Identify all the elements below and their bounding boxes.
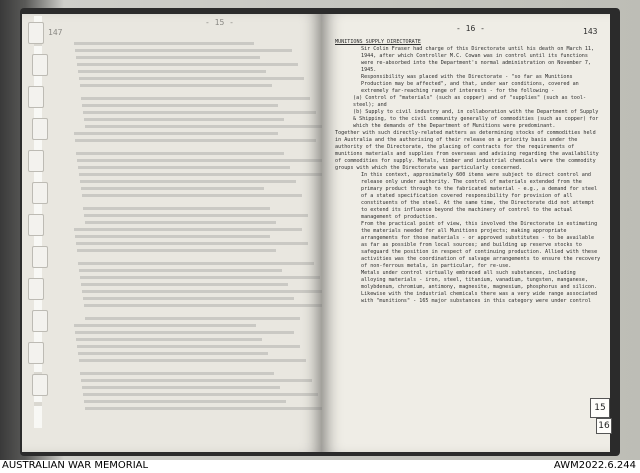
bleedthrough-line [81, 97, 310, 100]
bleedthrough-line [83, 111, 316, 114]
bleedthrough-line [77, 63, 298, 66]
bleedthrough-line [85, 407, 324, 410]
right-page-number: - 16 - [456, 24, 485, 33]
index-tab [32, 118, 48, 140]
bleedthrough-line [85, 125, 322, 128]
bleedthrough-line [78, 352, 268, 355]
bleedthrough-line [74, 324, 256, 327]
index-tab [28, 86, 44, 108]
index-tab [32, 310, 48, 332]
bleedthrough-line [79, 269, 282, 272]
right-page-folio: 143 [583, 27, 598, 36]
right-page-body [335, 39, 603, 449]
bleedthrough-line [74, 132, 278, 135]
bleedthrough-line [78, 262, 314, 265]
left-page-number: - 15 - [205, 18, 234, 27]
bleedthrough-line [81, 187, 264, 190]
bleedthrough-line [76, 152, 284, 155]
bleedthrough-line [75, 139, 316, 142]
bleedthrough-line [77, 159, 322, 162]
paragraph: Metals under control virtually embraced all such substances, including alloying materials - iron, steel, titanium, vanadium, tungsten, manganese, molybdenum, chromium, antimony, magnesite, magnesium, phosphorus and silicon. [361, 270, 598, 290]
index-tab [28, 278, 44, 300]
bleedthrough-line [76, 56, 260, 59]
section-heading: MUNITIONS SUPPLY DIRECTORATE [335, 39, 421, 45]
bleedthrough-line [80, 276, 320, 279]
annotation-box-15: 15 [590, 398, 610, 418]
bleedthrough-line [74, 228, 302, 231]
bleedthrough-line [74, 42, 254, 45]
footer-bar [0, 460, 640, 473]
bleedthrough-line [84, 304, 332, 307]
bleedthrough-line [79, 77, 304, 80]
bleedthrough-line [83, 297, 294, 300]
footer-source: AUSTRALIAN WAR MEMORIAL [2, 460, 149, 471]
bleedthrough-line [79, 359, 306, 362]
bleedthrough-line [82, 104, 278, 107]
left-page-folio: 147 [48, 28, 63, 37]
bleedthrough-line [75, 235, 270, 238]
index-tab [32, 182, 48, 204]
bleedthrough-line [78, 166, 290, 169]
bleedthrough-line [84, 400, 286, 403]
bleedthrough-line [85, 317, 300, 320]
paragraph: From the practical point of view, this involved the Directorate in estimating the materials needed for all Munitions projects; making appropriate arrangements for those materials - or approved substitutes - to be available as far as possible from local sources; and building up reserve stocks to safeguard the position in respect of continuing production. Allied with these activities was the coordination of salvage arrangements to ensure the recovery of non-ferrous metals, in particular, for re-use. [361, 221, 601, 269]
bleedthrough-line [84, 214, 308, 217]
bleedthrough-line [77, 345, 300, 348]
bleedthrough-line [78, 70, 266, 73]
paragraph: In this context, approximately 600 items were subject to direct control and release only under authority. The control of materials extended from the primary product through to the fabricated material - e.g., a demand for steel of a stated specification covered responsibility for provision of all constituents of the steel. At the same time, the Directorate did not attempt to extend its influence beyond the machinery of control to the actual management of production. [361, 172, 598, 220]
paragraph: Together with such directly-related matters as determining stocks of commodities held in Australia and the authorising of their release on a priority basis under the authority of the Directorate, the placing of contracts for the requirements of munitions materials and supplies from overseas and advising regarding the availability of commodities for supply. Metals, timber and industrial chemicals were the commodity groups with which the Directorate was particularly concerned. [335, 130, 599, 171]
bleedthrough-line [82, 290, 326, 293]
bleedthrough-line [84, 118, 284, 121]
index-tab [32, 374, 48, 396]
bleedthrough-line [77, 249, 276, 252]
index-tab [28, 342, 44, 364]
bleedthrough-line [76, 338, 262, 341]
bleedthrough-line [82, 194, 302, 197]
bleedthrough-line [80, 180, 296, 183]
bleedthrough-line [85, 221, 276, 224]
bleedthrough-line [83, 207, 270, 210]
index-tab [32, 54, 48, 76]
bleedthrough-line [82, 386, 280, 389]
paragraph: Responsibility was placed with the Directorate - "so far as Munitions Production may be affected", and that, under war conditions, covered an extremely far-reaching range of interests - for the following - [361, 74, 579, 94]
list-item: (b) Supply to civil industry and, in collaboration with the Department of Supply & Shipping, to the civil community generally of commodities (such as copper) for which the demands of the Department of Munitions were predominant. [353, 109, 599, 129]
bleedthrough-line [81, 379, 312, 382]
paragraph: Sir Colin Fraser had charge of this Directorate until his death on March 11, 1944, after which Controller M.C. Cowan was in control until its functions were re-absorbed into the Department's normal administration on November 7, 1945. [361, 46, 595, 73]
list-item: (a) Control of "materials" (such as copper) and of "supplies" (such as tool-steel); and [353, 95, 587, 108]
bleedthrough-line [79, 173, 328, 176]
bleedthrough-line [80, 372, 274, 375]
paragraph: Likewise with the industrial chemicals there was a very wide range associated with "munitions" - 165 major substances in this category were under control [361, 291, 598, 304]
index-tab [28, 214, 44, 236]
bleedthrough-line [76, 242, 308, 245]
index-tab [32, 246, 48, 268]
bleedthrough-line [75, 331, 294, 334]
index-tab [28, 22, 44, 44]
bleedthrough-line [83, 393, 318, 396]
bleedthrough-line [75, 49, 292, 52]
index-tab [28, 150, 44, 172]
bleedthrough-line [81, 283, 288, 286]
annotation-box-16: 16 [596, 418, 612, 434]
footer-reference: AWM2022.6.244 [553, 460, 636, 471]
bleedthrough-line [80, 84, 272, 87]
